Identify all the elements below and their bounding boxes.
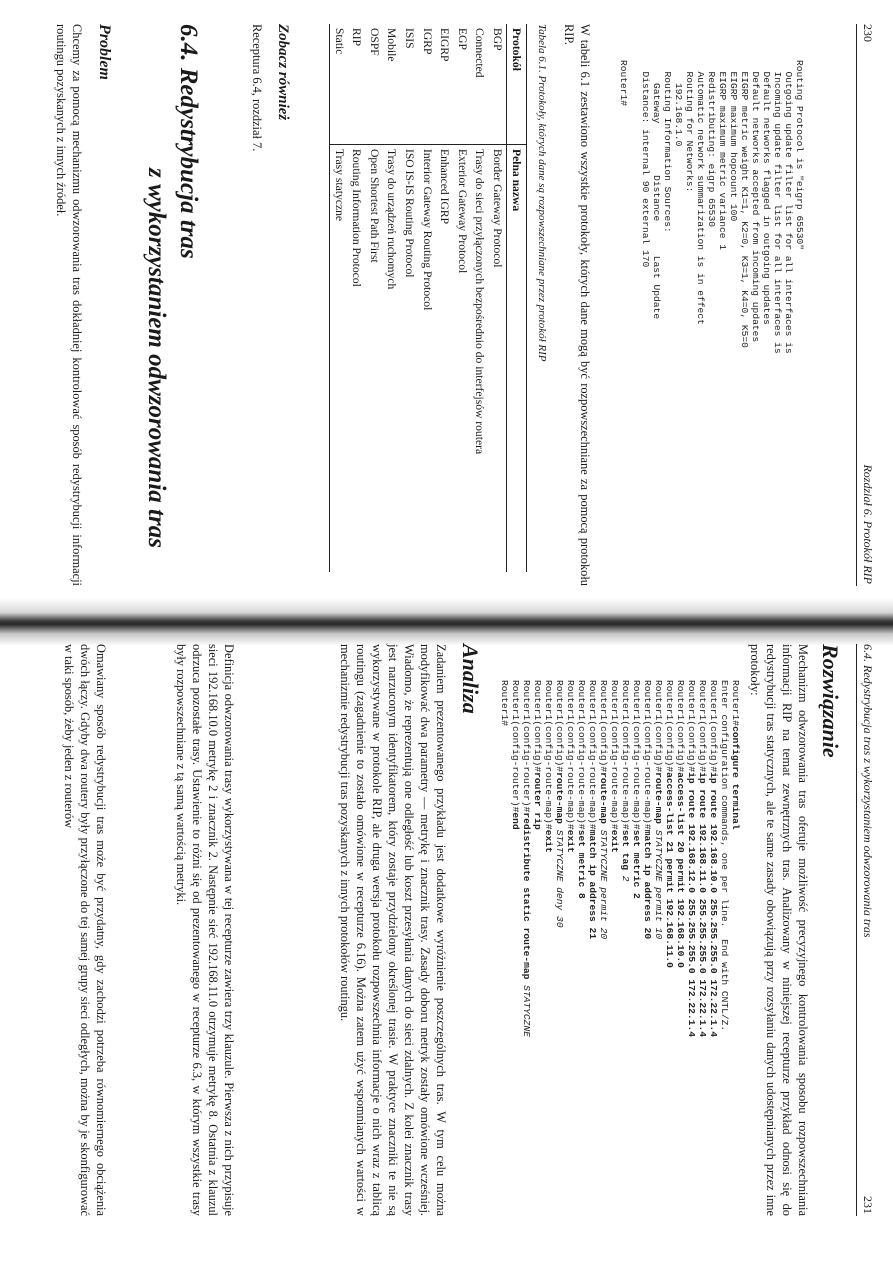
table-cell-fullname: Exterior Gateway Protocol xyxy=(455,149,469,274)
code-argument: STATYCZNE permit 10 xyxy=(653,829,664,940)
left-page xyxy=(0,0,893,600)
table-header-protocol: Protokół xyxy=(507,24,527,145)
see-also-heading: Zobacz również xyxy=(275,24,291,121)
code-argument: 2 xyxy=(620,875,631,882)
code-line: Routing Information Sources: xyxy=(662,60,673,233)
table-cell-protocol: BGP xyxy=(488,24,506,145)
left-head-rule xyxy=(856,24,857,586)
code-prompt: Router1(config-route-map)# xyxy=(543,680,554,830)
problem-heading: Problem xyxy=(96,24,113,80)
code-listing-route-map xyxy=(499,680,741,1037)
code-line xyxy=(609,680,620,1037)
code-prompt: Enter configuration commands, one per line. End with CNTL/Z. xyxy=(719,680,730,1032)
left-running-head-title: Rozdział 6. Protokół RIP xyxy=(861,464,875,584)
table-cell-protocol: RIP xyxy=(348,24,366,145)
code-command: set tag xyxy=(620,829,631,876)
code-command: router rip xyxy=(532,772,543,830)
table-cell-fullname: Trasy do sieci przyłączonych bezpośrednio do interfejsów routera xyxy=(473,149,487,455)
code-prompt: Router1(config)# xyxy=(675,680,686,773)
code-line xyxy=(554,680,565,1037)
right-head-rule xyxy=(856,644,857,1216)
code-listing-eigrp xyxy=(618,60,805,354)
table-cell-protocol: IGRP xyxy=(418,24,436,145)
table-cell-protocol: OSPF xyxy=(365,24,383,145)
code-line: Router1# xyxy=(618,60,629,107)
code-prompt: Router1(config)# xyxy=(664,680,675,773)
see-also-text: Receptura 6.4, rozdział 7. xyxy=(250,24,264,152)
code-prompt: Router1(config)# xyxy=(686,680,697,773)
table-header-fullname: Pełna nazwa xyxy=(507,145,527,573)
code-command: set metric 2 xyxy=(631,829,642,899)
code-prompt: Router1# xyxy=(499,680,510,727)
book-gutter xyxy=(0,598,893,646)
table-cell-fullname: Routing Information Protocol xyxy=(350,149,364,287)
table-row xyxy=(453,24,471,572)
code-line: Outgoing update filter list for all interfaces is xyxy=(783,60,794,354)
right-page-number: 231 xyxy=(861,1196,875,1214)
code-line: EIGRP maximum hopcount 100 xyxy=(728,60,739,222)
code-prompt: Router1(config)# xyxy=(697,680,708,773)
left-page-number: 230 xyxy=(861,24,875,42)
code-line: 192.168.1.0 xyxy=(673,60,684,147)
protocols-table xyxy=(329,24,527,572)
code-line xyxy=(510,680,521,1037)
code-line xyxy=(587,680,598,1037)
table-row xyxy=(365,24,383,572)
table-cell-protocol: Connected xyxy=(471,24,489,145)
table-cell-fullname: Enhanced IGRP xyxy=(438,149,452,225)
analysis-paragraph-1: Zadaniem prezentowanego przykładu jest dodatkowe wyróżnienie poszczególnych tras. W tym celu można modyfikować dwa parametry — metrykę i znacznik trasy. Zasady doboru metryk zostały omówione wcześniej. Wiadomo, że reprezentują one odległość lub koszt przesyłania danych do sieci zdalnych. Z kolei znacznik trasy jest narzuconym identyfikatorem, który zostaje przydzielony określonej trasie. W praktyce znaczniki te nie są wykorzystywane w protokole RIP, ale druga wersja protokołu rozpowszechnia informacje o nich wraz z tablicą routingu (zagadnienie to zostało omówione w recepturze 6.16). Można zatem użyć wspomnianych wartości w mechanizmie redystrybucji tras pozyskanych z innych protokołów routingu. xyxy=(338,644,448,1216)
code-prompt: Router1(config-route-map)# xyxy=(576,680,587,830)
code-line xyxy=(664,680,675,1037)
code-line xyxy=(532,680,543,1037)
table-caption: Tabela 6.1. Protokoły, których dane są rozpowszechniane przez protokół RIP xyxy=(536,24,548,362)
table-row xyxy=(436,24,454,572)
code-command: ip route 192.168.10.0 255.255.255.0 172.22.1.4 xyxy=(708,772,719,1037)
table-cell-protocol: EGP xyxy=(453,24,471,145)
section-title-line1: 6.4. Redystrybucja tras xyxy=(175,24,202,259)
code-prompt: Router1(config)# xyxy=(598,680,609,773)
code-line xyxy=(686,680,697,1037)
code-prompt: Router1(config)# xyxy=(532,680,543,773)
code-command: ip route 192.168.12.0 255.255.255.0 172.22.1.4 xyxy=(686,772,697,1037)
table-row xyxy=(471,24,489,572)
code-line: EIGRP maximum metric variance 1 xyxy=(717,60,728,250)
code-command: configure terminal xyxy=(730,726,741,830)
code-line xyxy=(675,680,686,1037)
code-line xyxy=(521,680,532,1037)
code-command: match ip address 20 xyxy=(642,829,653,940)
code-prompt: Router1(config-route-map)# xyxy=(631,680,642,830)
code-line xyxy=(620,680,631,1037)
table-cell-protocol: ISIS xyxy=(400,24,418,145)
code-line xyxy=(629,60,640,354)
code-line: Incoming update filter list for all interfaces is xyxy=(772,60,783,354)
code-command: set metric 8 xyxy=(576,829,587,899)
code-line xyxy=(730,680,741,1037)
code-line xyxy=(576,680,587,1037)
code-command: ip route 192.168.11.0 255.255.255.0 172.22.1.4 xyxy=(697,772,708,1037)
code-prompt: Router1(config-route-map)# xyxy=(609,680,620,830)
problem-text: Chcemy za pomocą mechanizmu odwzorowania tras dokładniej kontrolować sposób redystrybucji informacji routingu pozyskanych z innych źródeł. xyxy=(54,24,84,586)
code-prompt: Router1# xyxy=(730,680,741,727)
code-command: exit xyxy=(565,829,576,853)
code-line xyxy=(719,680,730,1037)
table-cell-protocol: Mobile xyxy=(383,24,401,145)
table-row xyxy=(488,24,506,572)
code-prompt: Router1(config-route-map)# xyxy=(642,680,653,830)
code-line: Default networks accepted from incoming updates xyxy=(750,60,761,343)
code-line: Default networks flagged in outgoing updates xyxy=(761,60,772,325)
table-row xyxy=(383,24,401,572)
code-command: redistribute static route-map xyxy=(521,812,532,986)
code-prompt: Router1(config-router)# xyxy=(510,680,521,813)
analysis-paragraph-2: Definicja odwzorowania trasy wykorzystywana w tej recepturze zawiera trzy klauzule. Pierwsza z nich przypisuje sieci 192.168.10.0 metrykę 2 i znacznik 2. Następnie sieć 192.168.11.0 otrzymuje metrykę 8. Ostatnia z klauzul odrzuca pozostałe trasy. Ustawienie to różni się od prezentowanego w recepturze 6.3, w którym wszystkie trasy były rozpowszechniane z tą samą wartością metryki. xyxy=(174,644,236,1216)
table-cell-fullname: ISO IS-IS Routing Protocol xyxy=(403,149,417,278)
table-cell-protocol: Static xyxy=(330,24,348,145)
right-page xyxy=(0,640,893,1263)
code-line xyxy=(565,680,576,1037)
code-command: end xyxy=(510,812,521,830)
code-argument: STATYCZNE permit 20 xyxy=(598,829,609,940)
table-row xyxy=(330,24,348,572)
code-command: route-map xyxy=(554,772,565,830)
code-line: EIGRP metric weight K1=1, K2=0, K3=1, K4=0, K5=0 xyxy=(739,60,750,348)
code-command: route-map xyxy=(653,772,664,830)
code-line: Redistributing: eigrp 65530 xyxy=(706,60,717,227)
code-command: access-list 20 permit 192.168.10.0 xyxy=(675,772,686,968)
code-command: route-map xyxy=(598,772,609,830)
code-command: exit xyxy=(609,829,620,853)
code-prompt: Router1(config)# xyxy=(708,680,719,773)
code-line xyxy=(653,680,664,1037)
code-argument: STATYCZNE deny 30 xyxy=(554,829,565,928)
solution-text: Mechanizm odwzorowania tras oferuje możliwość precyzyjnego kontrolowania sposobu rozpowszechniania informacji RIP na temat zewnętrznych tras. Analizowany w niniejszej recepturze przykład odnosi się do redystrybucji tras statycznych, ale te same zasady obowiązują przy rozsyłaniu danych udostępnianych przez inne protokoły: xyxy=(748,644,810,1216)
code-line: Routing Protocol is "eigrp 65530" xyxy=(794,60,805,250)
intro-paragraph: W tabeli 6.1 zestawiono wszystkie protokoły, których dane mogą być rozpowszechniane za pomocą protokołu RIP. xyxy=(562,24,592,586)
code-line xyxy=(631,680,642,1037)
analysis-paragraph-3: Omawiany sposób redystrybucji tras może być przydatny, gdy zachodzi potrzeba równomiernego obciążenia dwóch łączy. Gdyby dwa routery były przyłączone do tej samej grupy sieci odległych, można by je skonfigurować w taki sposób, żeby jeden z routerów xyxy=(62,644,108,1216)
code-prompt: Router1(config)# xyxy=(554,680,565,773)
code-command: exit xyxy=(543,829,554,853)
code-prompt: Router1(config-route-map)# xyxy=(620,680,631,830)
code-command: access-list 21 permit 192.168.11.0 xyxy=(664,772,675,968)
code-line xyxy=(708,680,719,1037)
table-row xyxy=(400,24,418,572)
code-line xyxy=(543,680,554,1037)
analysis-heading: Analiza xyxy=(458,644,483,714)
code-prompt: Router1(config-route-map)# xyxy=(565,680,576,830)
table-row xyxy=(418,24,436,572)
code-prompt: Router1(config)# xyxy=(653,680,664,773)
code-command: match ip address 21 xyxy=(587,829,598,940)
code-prompt: Router1(config-router)# xyxy=(521,680,532,813)
table-row xyxy=(348,24,366,572)
code-line xyxy=(499,680,510,1037)
code-line: Gateway Distance Last Update xyxy=(651,60,662,320)
code-prompt: Router1(config-route-map)# xyxy=(587,680,598,830)
code-argument: STATYCZNE xyxy=(521,985,532,1037)
table-header-row xyxy=(507,24,527,572)
solution-heading: Rozwiązanie xyxy=(818,644,843,758)
table-cell-fullname: Border Gateway Protocol xyxy=(491,149,504,268)
code-line xyxy=(642,680,653,1037)
section-title-line2: z wykorzystaniem odwzorowania tras xyxy=(143,168,170,548)
table-cell-fullname: Open Shortest Path First xyxy=(367,149,381,263)
table-cell-fullname: Trasy statyczne xyxy=(330,145,348,573)
right-running-head-title: 6.4. Redystrybucja tras z wykorzystaniem odwzorowania tras xyxy=(861,644,875,938)
table-cell-fullname: Trasy do urządzeń ruchomych xyxy=(385,149,399,290)
code-line: Routing for Networks: xyxy=(684,60,695,193)
table-cell-fullname: Interior Gateway Routing Protocol xyxy=(420,149,434,311)
code-line: Distance: internal 90 external 170 xyxy=(640,60,651,268)
code-line xyxy=(697,680,708,1037)
table-cell-protocol: EIGRP xyxy=(436,24,454,145)
code-line xyxy=(598,680,609,1037)
code-line: Automatic network summarization is in effect xyxy=(695,60,706,325)
